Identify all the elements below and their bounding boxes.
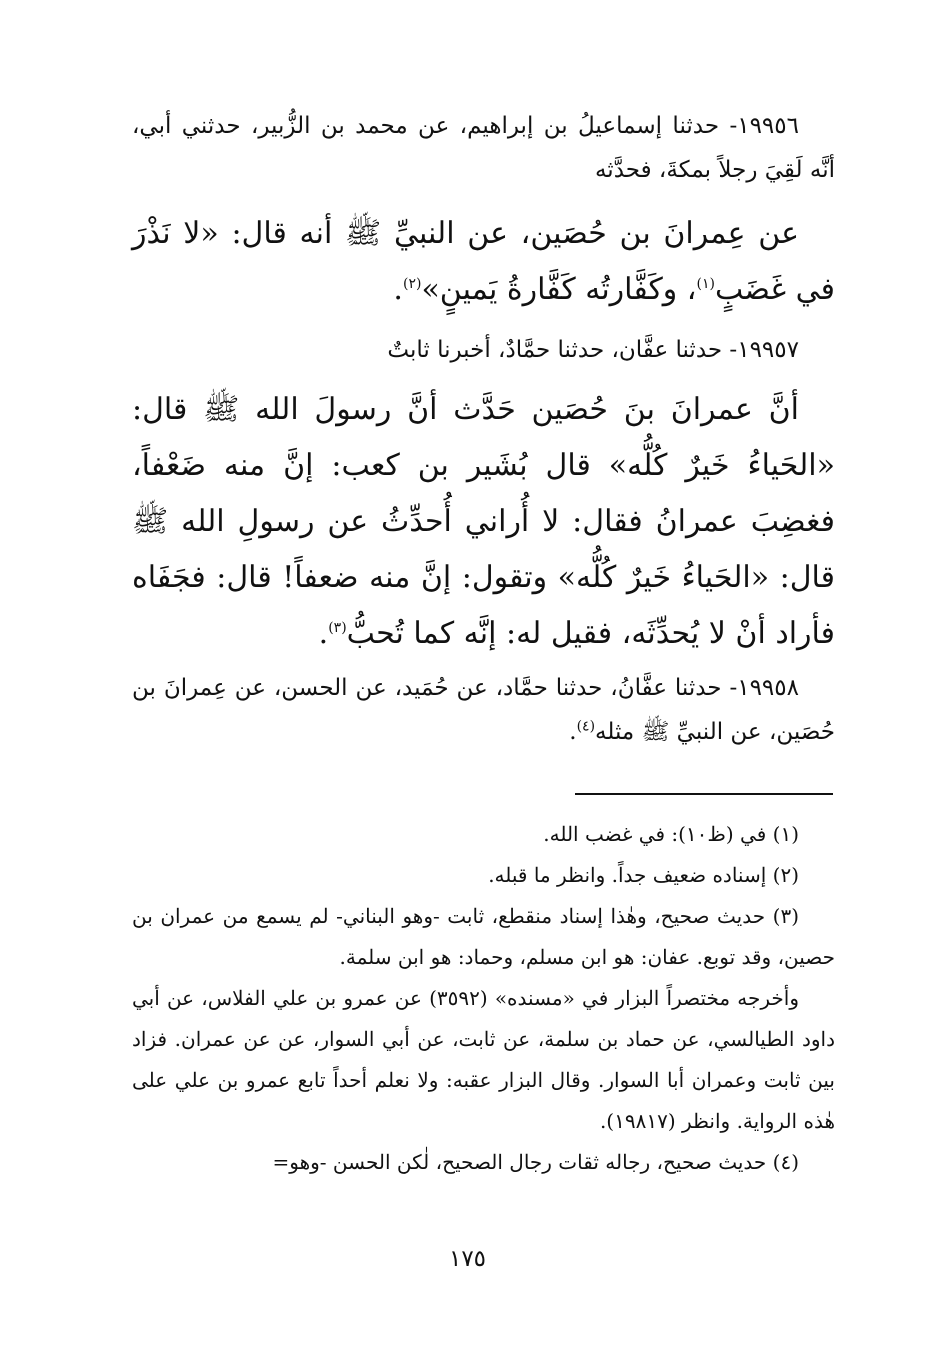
hadith-19957-matn-text: أنَّ عمرانَ بنَ حُصَين حَدَّث أنَّ رسولَ الله ﷺ قال: «الحَياءُ خَيرٌ كُلُّه» قال بُشَير بن كعب: إنَّ منه ضَعْفاً، فغضِبَ عمرانُ فقال: لا أُراني أُحدِّثُ عن رسولِ الله ﷺ قال: «الحَياءُ خَيرٌ كُلُّه» وتقول: إنَّ منه ضعفاً! قال: فجَفَاه فأراد أنْ لا يُحدِّثَه، فقيل له: إنَّه كما تُحبُّ (132, 392, 835, 651)
footnote-separator (575, 793, 833, 795)
hadith-19956-matn-cont: ، وكَفَّارتُه كَفَّارةُ يَمينٍ» (421, 272, 697, 307)
hadith-19956-isnad: ١٩٩٥٦- حدثنا إسماعيلُ بن إبراهيم، عن محمد بن الزُّبير، حدثني أبي، أنَّه لَقِيَ رجلاً بمكةَ، فحدَّثه (132, 113, 835, 183)
footnote-1: (١) في (ظ١٠): في غضب الله. (543, 822, 799, 846)
hadith-19958-isnad-text: ١٩٩٥٨- حدثنا عفَّانُ، حدثنا حمَّاد، عن حُمَيد، عن الحسن، عن عِمرانَ بن حُصَين، عن النبيِّ ﷺ مثله (132, 675, 835, 745)
footnote-4: (٤) حديث صحيح، رجاله ثقات رجال الصحيح، لٰكن الحسن -وهو= (272, 1150, 799, 1174)
page-number: ١٧٥ (448, 1246, 487, 1272)
footnote-ref-1[interactable]: (١) (696, 276, 715, 292)
footnotes (132, 814, 835, 1183)
hadith-19958-isnad-end: . (569, 719, 577, 745)
footnote-ref-4[interactable]: (٤) (576, 718, 596, 735)
hadith-19956-matn-text: عن عِمرانَ بن حُصَين، عن النبيِّ ﷺ أنه قال: «لا نَذْرَ في غَضَبٍ (132, 216, 835, 307)
footnote-2: (٢) إسناده ضعيف جداً. وانظر ما قبله. (488, 863, 799, 887)
hadith-19957-isnad: ١٩٩٥٧- حدثنا عفَّان، حدثنا حمَّادٌ، أخبرنا ثابتٌ (387, 337, 799, 363)
hadith-19957-matn-end: . (318, 616, 329, 651)
footnote-3: (٣) حديث صحيح، وهٰذا إسناد منقطع، ثابت -وهو البناني- لم يسمع من عمران بن حصين، وقد توبع. عفان: هو ابن مسلم، وحماد: هو ابن سلمة. (132, 904, 835, 969)
hadith-19956-matn-end: . (393, 272, 403, 307)
footnote-3-continued: وأخرجه مختصراً البزار في «مسنده» (٣٥٩٢) عن عمرو بن علي الفلاس، عن أبي داود الطيالسي، عن حماد بن سلمة، عن ثابت، عن أبي السوار، عن عن عمران. فزاد بين ثابت وعمران أبا السوار. وقال البزار عقبه: ولا نعلم أحداً تابع عمرو بن علي على هٰذه الرواية. وانظر (١٩٨١٧). (132, 986, 835, 1133)
hadith-19958-isnad (132, 666, 835, 754)
footnote-ref-3[interactable]: (٣) (328, 620, 347, 636)
footnote-ref-2[interactable]: (٢) (402, 276, 422, 292)
hadith-19956-matn (132, 206, 835, 318)
hadith-19957-matn (132, 382, 835, 662)
